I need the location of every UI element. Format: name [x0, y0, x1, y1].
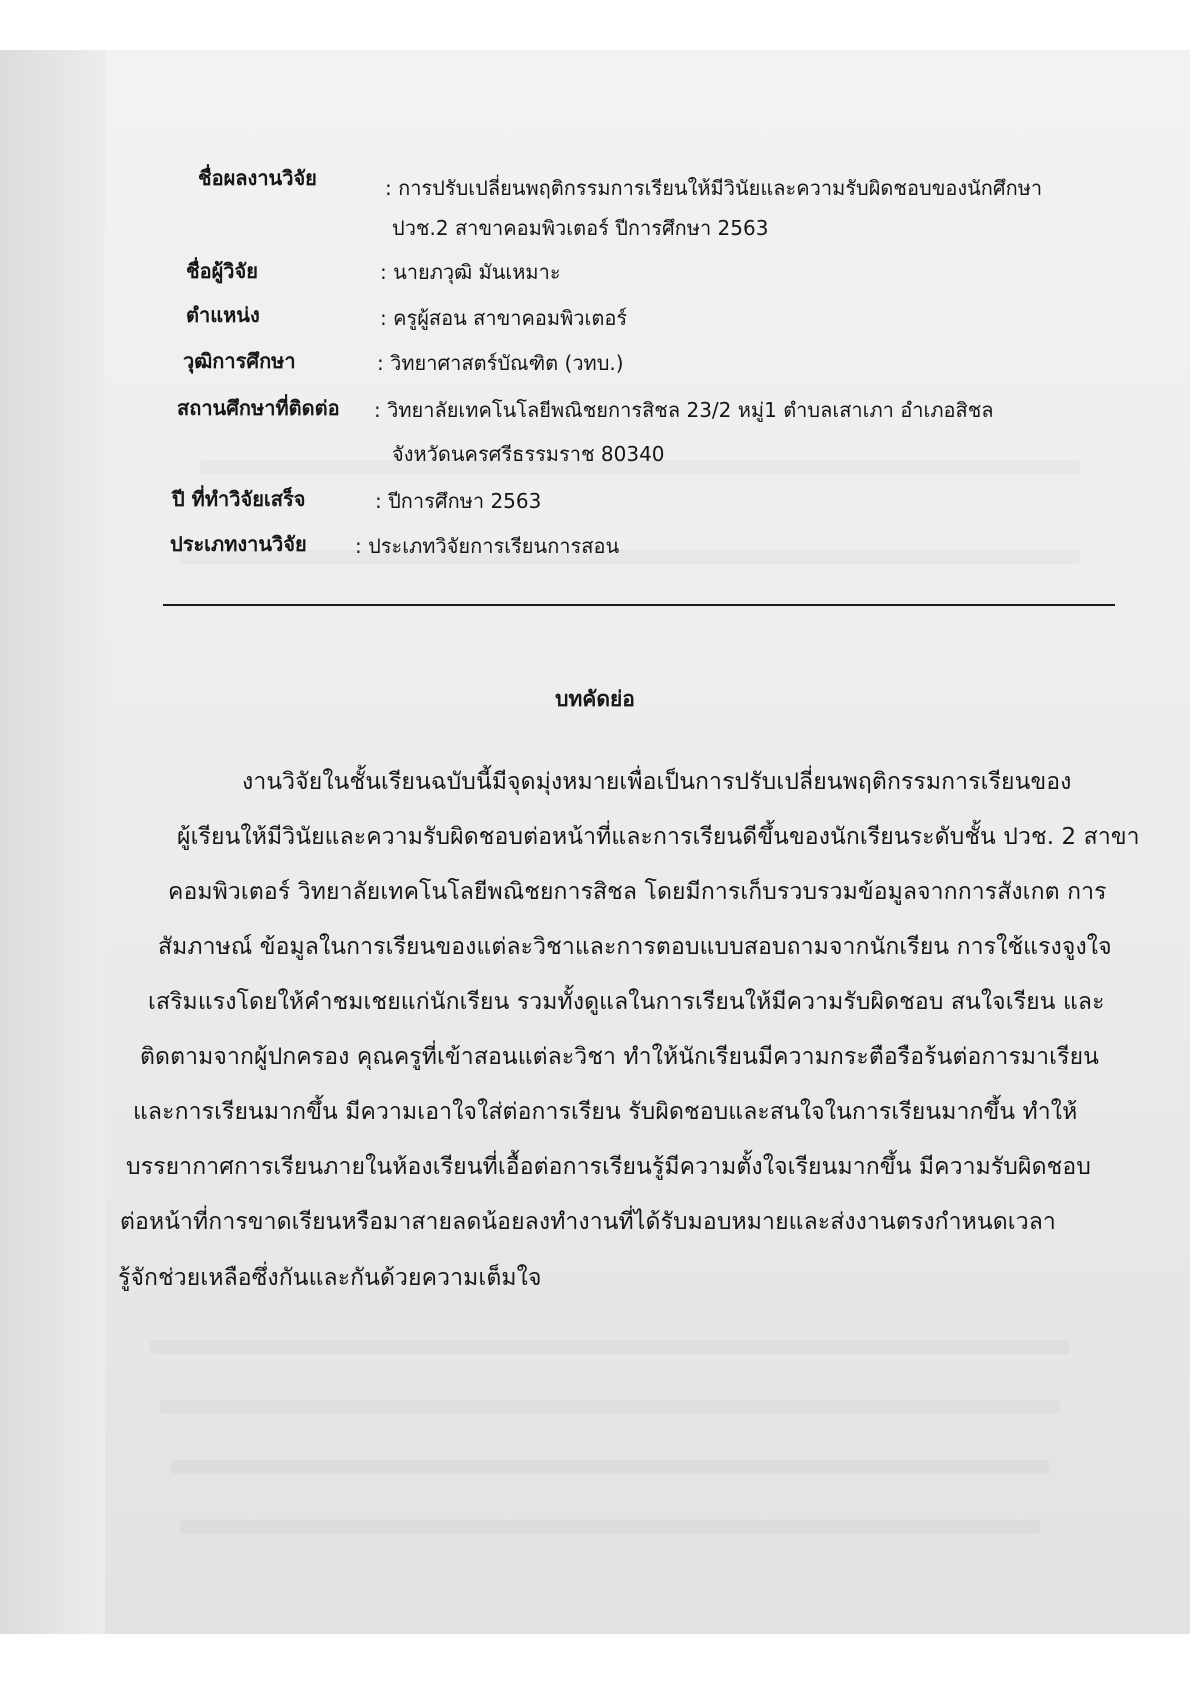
abstract-line: บรรยากาศการเรียนภายในห้องเรียนที่เอื้อต่อการเรียนรู้มีความตั้งใจเรียนมากขึ้น มีความรับผิดชอบ — [126, 1154, 1091, 1180]
show-through-texture — [150, 1340, 1070, 1354]
education-value: : วิทยาศาสตร์บัณฑิต (วทบ.) — [377, 351, 624, 375]
show-through-texture — [160, 1400, 1060, 1414]
completion-year-label: ปี ที่ทำวิจัยเสร็จ — [172, 487, 306, 511]
abstract-line: เสริมแรงโดยให้คำชมเชยแก่นักเรียน รวมทั้งดูแลในการเรียนให้มีความรับผิดชอบ สนใจเรียน และ — [148, 989, 1105, 1015]
position-label: ตำแหน่ง — [186, 303, 260, 327]
header-divider — [163, 604, 1115, 606]
research-type-label: ประเภทงานวิจัย — [170, 532, 307, 556]
education-label: วุฒิการศึกษา — [183, 349, 296, 373]
research-title-label: ชื่อผลงานวิจัย — [198, 166, 317, 190]
research-title-value-cont: ปวช.2 สาขาคอมพิวเตอร์ ปีการศึกษา 2563 — [392, 216, 769, 240]
completion-year-value: : ปีการศึกษา 2563 — [375, 489, 542, 513]
abstract-line: สัมภาษณ์ ข้อมูลในการเรียนของแต่ละวิชาและการตอบแบบสอบถามจากนักเรียน การใช้แรงจูงใจ — [158, 934, 1112, 960]
researcher-label: ชื่อผู้วิจัย — [186, 259, 258, 283]
show-through-texture — [170, 1460, 1050, 1474]
abstract-line: รู้จักช่วยเหลือซึ่งกันและกันด้วยความเต็มใจ — [118, 1265, 542, 1291]
abstract-line: ผู้เรียนให้มีวินัยและความรับผิดชอบต่อหน้าที่และการเรียนดีขึ้นของนักเรียนระดับชั้น ปวช. 2 สาขา — [177, 824, 1140, 850]
show-through-texture — [180, 1520, 1040, 1534]
abstract-line: ติดตามจากผู้ปกครอง คุณครูที่เข้าสอนแต่ละวิชา ทำให้นักเรียนมีความกระตือรือร้นต่อการมาเรียน — [140, 1044, 1099, 1070]
show-through-texture — [180, 550, 1080, 564]
abstract-line: และการเรียนมากขึ้น มีความเอาใจใส่ต่อการเรียน รับผิดชอบและสนใจในการเรียนมากขึ้น ทำให้ — [133, 1099, 1078, 1125]
institution-value-cont: จังหวัดนครศรีธรรมราช 80340 — [392, 442, 665, 466]
researcher-value: : นายภวุฒิ มันเหมาะ — [380, 260, 561, 284]
institution-value: : วิทยาลัยเทคโนโลยีพณิชยการสิชล 23/2 หมู่1 ตำบลเสาเภา อำเภอสิชล — [374, 398, 994, 422]
document-page — [0, 50, 1190, 1634]
page-shadow-edge — [0, 50, 105, 1634]
abstract-line: งานวิจัยในชั้นเรียนฉบับนี้มีจุดมุ่งหมายเพื่อเป็นการปรับเปลี่ยนพฤติกรรมการเรียนของ — [242, 769, 1072, 795]
abstract-heading: บทคัดย่อ — [555, 687, 635, 711]
institution-label: สถานศึกษาที่ติดต่อ — [177, 396, 340, 420]
position-value: : ครูผู้สอน สาขาคอมพิวเตอร์ — [380, 306, 628, 330]
research-title-value: : การปรับเปลี่ยนพฤติกรรมการเรียนให้มีวินัยและความรับผิดชอบของนักศึกษา — [385, 176, 1043, 200]
research-type-value: : ประเภทวิจัยการเรียนการสอน — [355, 534, 620, 558]
abstract-line: คอมพิวเตอร์ วิทยาลัยเทคโนโลยีพณิชยการสิชล โดยมีการเก็บรวบรวมข้อมูลจากการสังเกต การ — [168, 879, 1107, 905]
abstract-line: ต่อหน้าที่การขาดเรียนหรือมาสายลดน้อยลงทำงานที่ได้รับมอบหมายและส่งงานตรงกำหนดเวลา — [120, 1209, 1056, 1235]
